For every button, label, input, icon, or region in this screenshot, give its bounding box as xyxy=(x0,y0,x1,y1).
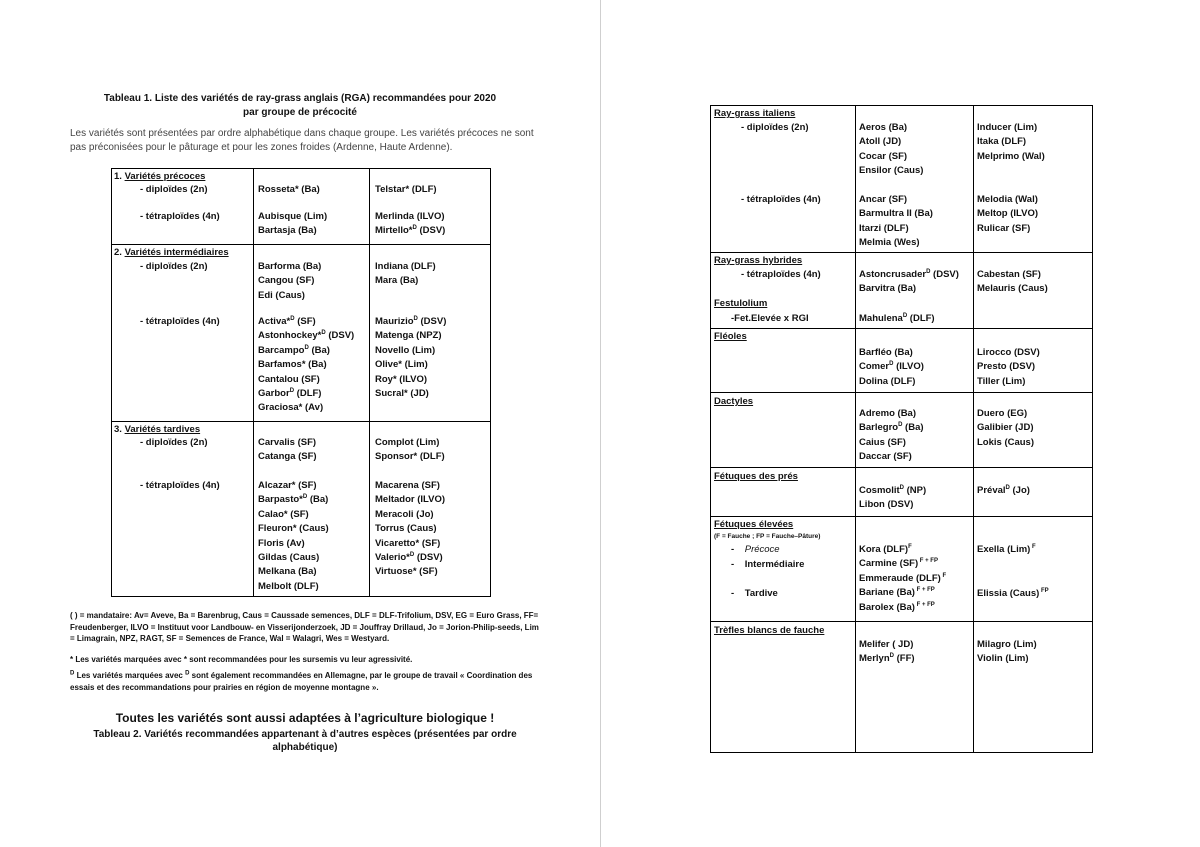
variety-name: Melkana (Ba) xyxy=(258,566,317,578)
variety-entry xyxy=(977,150,1045,164)
dactyles-col2 xyxy=(977,407,1034,450)
variety-name: Melbolt (DLF) xyxy=(258,580,319,592)
variety-entry xyxy=(859,268,959,282)
variety-entry xyxy=(977,268,1048,282)
variety-name: Atoll (JD) xyxy=(859,136,902,148)
variety-name: Telstar* (DLF) xyxy=(375,184,437,195)
variety-name: Lirocco (DSV) xyxy=(977,347,1040,358)
group-2-diploid-col2 xyxy=(375,260,436,289)
group-1-tetraploid-col2 xyxy=(375,210,445,239)
variety-entry xyxy=(859,207,933,221)
variety-entry xyxy=(977,543,1036,557)
variety-entry xyxy=(258,401,354,415)
variety-entry xyxy=(859,193,933,207)
variety-entry xyxy=(258,358,354,372)
variety-name: Sponsor* (DLF) xyxy=(375,451,445,463)
trefles-col1 xyxy=(859,638,915,667)
fetuques-elevees-col1 xyxy=(859,543,946,615)
table1-title: Tableau 1. Liste des variétés de ray-grass anglais (RGA) recommandées pour 2020 par groupe de précocité xyxy=(103,93,497,118)
variety-name: Itaka (DLF) xyxy=(977,136,1027,148)
fleoles-col1 xyxy=(859,346,924,389)
group-2-tetraploid-col2 xyxy=(375,315,446,401)
hybrides-tetraploid-label: - tétraploïdes (4n) xyxy=(741,269,821,280)
table2 xyxy=(710,105,1093,753)
variety-entry xyxy=(375,565,445,579)
variety-name: Matenga (NPZ) xyxy=(375,330,442,342)
variety-superscript: D xyxy=(926,268,931,275)
variety-entry xyxy=(977,587,1049,601)
variety-entry xyxy=(375,493,445,507)
variety-entry xyxy=(258,479,329,493)
variety-entry xyxy=(859,236,933,250)
group-3-diploid-col2 xyxy=(375,436,445,465)
section-fleoles xyxy=(711,329,1092,393)
variety-name: Adremo (Ba) xyxy=(859,408,917,419)
variety-name: Aubisque (Lim) xyxy=(258,211,328,222)
variety-superscript: D xyxy=(898,422,903,429)
group-3-tetraploid-label: - tétraploïdes (4n) xyxy=(140,480,220,491)
variety-entry xyxy=(258,493,329,507)
variety-name: Cangou (SF) xyxy=(258,275,315,287)
variety-name: Merlyn xyxy=(859,653,890,665)
variety-name: Indiana (DLF) xyxy=(375,261,436,272)
variety-entry xyxy=(977,193,1038,207)
variety-name: Valerio* xyxy=(375,552,410,564)
variety-name: Kora (DLF) xyxy=(859,544,909,555)
variety-name: Cosmolit xyxy=(859,485,900,496)
variety-name: Floris (Av) xyxy=(258,537,305,549)
variety-name: Macarena (SF) xyxy=(375,480,440,491)
hybrides-col1 xyxy=(859,268,959,297)
variety-entry xyxy=(258,522,329,536)
variety-entry xyxy=(258,537,329,551)
variety-mandataire: (Jo) xyxy=(1009,485,1030,496)
variety-name: Barmultra II (Ba) xyxy=(859,208,933,220)
variety-superscript: D xyxy=(289,387,295,394)
variety-name: Emmeraude (DLF) xyxy=(859,572,941,584)
variety-entry xyxy=(859,375,924,389)
variety-entry xyxy=(375,274,436,288)
variety-entry xyxy=(977,638,1037,652)
variety-name: Libon (DSV) xyxy=(859,499,914,511)
variety-superscript: D xyxy=(889,361,894,368)
group-2-diploid-col1 xyxy=(258,260,321,303)
rgi-diploid-label: - diploïdes (2n) xyxy=(741,122,809,133)
group-3-heading: 3. Variétés tardives xyxy=(114,424,201,435)
variety-superscript: F + FP xyxy=(914,587,935,594)
trefles-title: Trèfles blancs de fauche xyxy=(714,625,825,636)
variety-entry xyxy=(859,484,926,498)
variety-entry xyxy=(375,358,446,372)
variety-entry xyxy=(859,572,946,586)
variety-entry xyxy=(258,274,321,288)
variety-name: Edi (Caus) xyxy=(258,289,305,301)
variety-superscript: F + FP xyxy=(918,558,938,565)
variety-name: Barlegro xyxy=(859,422,899,434)
variety-name: Cocar (SF) xyxy=(859,150,908,162)
variety-name: Meltador (ILVO) xyxy=(375,494,446,506)
variety-entry xyxy=(375,551,445,565)
footnote-mandataire: ( ) = mandataire: Av= Aveve, Ba = Barenbrug, Caus = Caussade semences, DLF = DLF-Trifolium, DSV, EG = Euro Grass, FF= Freudenberger, ILVO = Instituut voor Landbouw- en Visserijonderzoek, JD = Jouffray Drillaud, Jo = Jorion-Philip-seeds, Lim = Limagrain, NPZ, RAGT, SF = Semences de France, Wal = Walagri, Wes = Westyard. xyxy=(70,611,539,643)
rgi-diploid-col2 xyxy=(977,121,1045,164)
group-1-tetraploid-col1 xyxy=(258,210,327,239)
variety-entry xyxy=(375,479,445,493)
group-2-diploid-label: - diploïdes (2n) xyxy=(140,261,208,272)
variety-superscript: D xyxy=(899,484,904,491)
festulolium-title: Festulolium xyxy=(714,298,768,309)
table1-intro: Les variétés sont présentées par ordre alphabétique dans chaque groupe. Les variétés précoces ne sont pas préconisées pour le pâturage et pour les zones froides (Ardenne, Haute Ardenne). xyxy=(70,128,534,153)
variety-superscript: F xyxy=(1030,543,1036,550)
variety-entry xyxy=(258,508,329,522)
fetuques-elevees-legend: (F = Fauche ; FP = Fauche–Pâture) xyxy=(714,533,821,540)
variety-name: Mara (Ba) xyxy=(375,275,419,287)
variety-entry xyxy=(375,210,445,224)
group-3-diploid-col1 xyxy=(258,436,317,465)
variety-name: Barpasto* xyxy=(258,494,303,506)
variety-name: Barolex (Ba) xyxy=(859,601,915,613)
variety-entry xyxy=(375,522,445,536)
variety-mandataire: (FF) xyxy=(893,653,915,665)
variety-name: Cabestan (SF) xyxy=(977,269,1041,280)
variety-entry xyxy=(859,638,915,652)
table2-title: Tableau 2. Variétés recommandées appartenant à d’autres espèces (présentées par ordre alphabétique) xyxy=(93,729,517,753)
variety-mandataire: (SF) xyxy=(294,316,316,327)
variety-entry xyxy=(258,260,321,274)
variety-name: Inducer (Lim) xyxy=(977,122,1038,133)
fetuques-elevees-intermediaire: - Intermédiaire xyxy=(731,559,805,570)
table1 xyxy=(111,168,491,597)
variety-name: Carvalis (SF) xyxy=(258,437,317,448)
fetuques-elevees-title: Fétuques élevées xyxy=(714,519,794,530)
variety-name: Carmine (SF) xyxy=(859,558,919,570)
variety-entry xyxy=(859,222,933,236)
variety-entry xyxy=(859,601,946,615)
section-fetuques-elevees xyxy=(711,517,1092,622)
variety-entry xyxy=(859,543,946,557)
variety-entry xyxy=(859,450,924,464)
variety-entry xyxy=(258,315,354,329)
variety-entry xyxy=(375,537,445,551)
variety-entry xyxy=(258,450,317,464)
variety-superscript: D xyxy=(304,344,309,351)
variety-entry xyxy=(977,652,1037,666)
hybrides-title: Ray-grass hybrides xyxy=(714,255,803,266)
variety-entry xyxy=(375,508,445,522)
variety-name: Barfamos* (Ba) xyxy=(258,359,327,371)
hybrides-col2 xyxy=(977,268,1048,297)
rgi-tetraploid-col1 xyxy=(859,193,933,251)
festulolium-col1 xyxy=(859,312,935,326)
variety-entry xyxy=(859,346,924,360)
variety-name: Graciosa* (Av) xyxy=(258,402,324,414)
variety-name: Merlinda (ILVO) xyxy=(375,211,445,222)
variety-name: Melprimo (Wal) xyxy=(977,150,1045,162)
variety-superscript: FP xyxy=(1039,587,1049,594)
variety-name: Activa* xyxy=(258,316,291,327)
footnote-star: * Les variétés marquées avec * sont recommandées pour les sursemis vu leur agressivité. xyxy=(70,655,413,664)
variety-name: Roy* (ILVO) xyxy=(375,373,428,385)
variety-entry xyxy=(977,407,1034,421)
variety-entry xyxy=(258,344,354,358)
dactyles-col1 xyxy=(859,407,924,465)
variety-name: Melodia (Wal) xyxy=(977,194,1038,205)
variety-entry xyxy=(258,329,354,343)
variety-entry xyxy=(859,312,935,326)
variety-name: Barcampo xyxy=(258,344,305,356)
variety-name: Caius (SF) xyxy=(859,436,906,448)
variety-superscript: D xyxy=(321,330,326,337)
variety-entry xyxy=(258,373,354,387)
fetuques-pres-title: Fétuques des prés xyxy=(714,471,798,482)
variety-name: Comer xyxy=(859,361,890,373)
variety-name: Exella (Lim) xyxy=(977,544,1031,555)
variety-superscript: D xyxy=(302,494,308,501)
variety-entry xyxy=(375,450,445,464)
variety-name: Gildas (Caus) xyxy=(258,552,320,564)
variety-entry xyxy=(977,436,1034,450)
variety-entry xyxy=(859,586,946,600)
variety-name: Novello (Lim) xyxy=(375,344,436,356)
variety-entry xyxy=(258,289,321,303)
fetuques-elevees-elissia xyxy=(977,587,1049,601)
variety-entry xyxy=(258,551,329,565)
fetuques-pres-col1 xyxy=(859,484,926,513)
variety-name: Lokis (Caus) xyxy=(977,436,1035,448)
variety-name: Torrus (Caus) xyxy=(375,523,437,535)
variety-name: Melmia (Wes) xyxy=(859,237,920,249)
variety-mandataire: (DSV) xyxy=(930,269,959,280)
table1-group-2 xyxy=(112,245,490,422)
variety-superscript: D xyxy=(412,225,417,232)
variety-mandataire: (Ba) xyxy=(307,494,329,506)
variety-name: Catanga (SF) xyxy=(258,451,317,463)
variety-entry xyxy=(859,135,923,149)
variety-name: Tiller (Lim) xyxy=(977,375,1026,387)
variety-name: Presto (DSV) xyxy=(977,361,1036,373)
variety-entry xyxy=(977,375,1040,389)
variety-name: Ancar (SF) xyxy=(859,194,908,205)
section-fetuques-pres xyxy=(711,468,1092,517)
fleoles-col2 xyxy=(977,346,1040,389)
rgi-tetraploid-col2 xyxy=(977,193,1038,236)
variety-name: Mahulena xyxy=(859,313,903,324)
variety-entry xyxy=(258,210,327,224)
group-1-diploid-col2 xyxy=(375,183,437,197)
variety-name: Préval xyxy=(977,485,1006,496)
group-2-tetraploid-label: - tétraploïdes (4n) xyxy=(140,316,220,327)
variety-name: Itarzi (DLF) xyxy=(859,222,909,234)
variety-superscript: D xyxy=(290,315,295,322)
group-1-diploid-col1 xyxy=(258,183,320,197)
variety-entry xyxy=(977,360,1040,374)
variety-entry xyxy=(375,183,437,197)
variety-entry xyxy=(375,436,445,450)
variety-superscript: D xyxy=(902,312,908,319)
festulolium-label: -Fet.Elevée x RGI xyxy=(731,313,809,324)
variety-name: Olive* (Lim) xyxy=(375,359,428,371)
table1-group-1 xyxy=(112,169,490,245)
variety-mandataire: (NP) xyxy=(903,485,927,496)
variety-name: Milagro (Lim) xyxy=(977,639,1037,650)
variety-entry xyxy=(258,565,329,579)
table1-group-3 xyxy=(112,422,490,598)
group-2-heading: 2. Variétés intermédiaires xyxy=(114,247,229,258)
variety-superscript: D xyxy=(413,315,418,322)
variety-mandataire: (DSV) xyxy=(325,330,355,342)
variety-entry xyxy=(375,344,446,358)
rgi-diploid-col1 xyxy=(859,121,923,179)
variety-name: Vicaretto* (SF) xyxy=(375,537,441,549)
variety-superscript: F xyxy=(908,543,912,550)
fleoles-title: Fléoles xyxy=(714,331,747,342)
group-1-diploid-label: - diploïdes (2n) xyxy=(140,184,208,195)
variety-name: Meltop (ILVO) xyxy=(977,208,1039,220)
variety-name: Astonhockey* xyxy=(258,330,322,342)
variety-entry xyxy=(375,373,446,387)
variety-name: Barvitra (Ba) xyxy=(859,283,917,295)
variety-entry xyxy=(977,207,1038,221)
section-trefles xyxy=(711,622,1092,754)
group-2-tetraploid-col1 xyxy=(258,315,354,416)
variety-entry xyxy=(859,652,915,666)
variety-entry xyxy=(375,329,446,343)
variety-entry xyxy=(258,183,320,197)
variety-superscript: D xyxy=(1005,484,1010,491)
variety-entry xyxy=(859,557,946,571)
variety-name: Melifer ( JD) xyxy=(859,639,914,650)
variety-entry xyxy=(859,164,923,178)
variety-entry xyxy=(258,387,354,401)
variety-name: Bartasja (Ba) xyxy=(258,225,317,237)
variety-entry xyxy=(977,121,1045,135)
variety-name: Complot (Lim) xyxy=(375,437,440,448)
footnote-d: $^D$ Les variétés marquées avec $^D$ sont également recommandées en Allemagne, par le groupe de travail « Coordination des essais et des recommandations pour prairies en région de moyenne montagne ». xyxy=(70,670,533,692)
fetuques-elevees-exella xyxy=(977,543,1036,557)
variety-name: Galibier (JD) xyxy=(977,422,1034,434)
variety-mandataire: (Ba) xyxy=(308,344,330,356)
variety-superscript: D xyxy=(409,551,415,558)
variety-entry xyxy=(859,498,926,512)
variety-entry xyxy=(375,260,436,274)
variety-name: Rulicar (SF) xyxy=(977,222,1031,234)
variety-superscript: F + FP xyxy=(914,601,935,608)
group-3-tetraploid-col2 xyxy=(375,479,445,580)
fetuques-pres-col2 xyxy=(977,484,1030,498)
variety-entry xyxy=(977,222,1038,236)
variety-name: Alcazar* (SF) xyxy=(258,480,317,491)
section-hybrides xyxy=(711,253,1092,329)
variety-entry xyxy=(977,346,1040,360)
rgi-tetraploid-label: - tétraploïdes (4n) xyxy=(741,194,821,205)
variety-entry xyxy=(375,224,445,238)
variety-name: Barfléo (Ba) xyxy=(859,347,913,358)
variety-entry xyxy=(258,580,329,594)
variety-entry xyxy=(859,421,924,435)
variety-name: Melauris (Caus) xyxy=(977,283,1048,295)
variety-entry xyxy=(977,135,1045,149)
variety-mandataire: (DSV) xyxy=(414,552,443,564)
variety-name: Ensilor (Caus) xyxy=(859,165,924,177)
variety-entry xyxy=(258,436,317,450)
variety-entry xyxy=(859,121,923,135)
variety-name: Duero (EG) xyxy=(977,408,1028,419)
variety-name: Aeros (Ba) xyxy=(859,122,908,133)
section-rgi xyxy=(711,106,1092,253)
fetuques-elevees-tardive: - Tardive xyxy=(731,588,778,599)
group-3-diploid-label: - diploïdes (2n) xyxy=(140,437,208,448)
group-3-tetraploid-col1 xyxy=(258,479,329,594)
variety-name: Fleuron* (Caus) xyxy=(258,523,329,535)
bio-note: Toutes les variétés sont aussi adaptées à l’agriculture biologique ! xyxy=(115,711,495,725)
fetuques-elevees-precoce: - Précoce xyxy=(731,544,780,555)
rgi-title: Ray-grass italiens xyxy=(714,108,796,119)
variety-entry xyxy=(977,484,1030,498)
variety-name: Cantalou (SF) xyxy=(258,373,320,385)
dactyles-title: Dactyles xyxy=(714,396,754,407)
trefles-col2 xyxy=(977,638,1037,667)
variety-name: Elissia (Caus) xyxy=(977,588,1040,599)
variety-mandataire: (ILVO) xyxy=(893,361,924,373)
variety-entry xyxy=(859,360,924,374)
section-dactyles xyxy=(711,393,1092,468)
variety-superscript: D xyxy=(889,653,894,660)
variety-entry xyxy=(375,315,446,329)
variety-entry xyxy=(859,407,924,421)
variety-name: Barforma (Ba) xyxy=(258,261,322,272)
variety-mandataire: (DLF) xyxy=(294,388,322,400)
variety-name: Bariane (Ba) xyxy=(859,587,915,599)
variety-superscript: F xyxy=(940,572,947,579)
variety-entry xyxy=(859,150,923,164)
group-1-heading: 1. Variétés précoces xyxy=(114,171,206,182)
variety-entry xyxy=(859,282,959,296)
variety-entry xyxy=(977,421,1034,435)
variety-name: Meracoli (Jo) xyxy=(375,508,434,520)
variety-name: Calao* (SF) xyxy=(258,508,309,520)
variety-name: Astoncrusader xyxy=(859,269,927,280)
variety-mandataire: (DSV) xyxy=(416,225,446,237)
variety-name: Garbor xyxy=(258,388,290,400)
variety-name: Daccar (SF) xyxy=(859,451,912,463)
variety-name: Virtuose* (SF) xyxy=(375,566,438,578)
variety-entry xyxy=(977,282,1048,296)
variety-name: Rosseta* (Ba) xyxy=(258,184,320,195)
variety-entry xyxy=(859,436,924,450)
variety-entry xyxy=(375,387,446,401)
variety-name: Maurizio xyxy=(375,316,414,327)
variety-name: Dolina (DLF) xyxy=(859,375,916,387)
variety-name: Mirtello* xyxy=(375,225,413,237)
variety-mandataire: (DLF) xyxy=(907,313,935,324)
variety-entry xyxy=(258,224,327,238)
group-1-tetraploid-label: - tétraploïdes (4n) xyxy=(140,211,220,222)
variety-mandataire: (Ba) xyxy=(902,422,924,434)
variety-mandataire: (DSV) xyxy=(417,316,447,327)
variety-name: Violin (Lim) xyxy=(977,653,1029,665)
variety-name: Sucral* (JD) xyxy=(375,388,429,400)
